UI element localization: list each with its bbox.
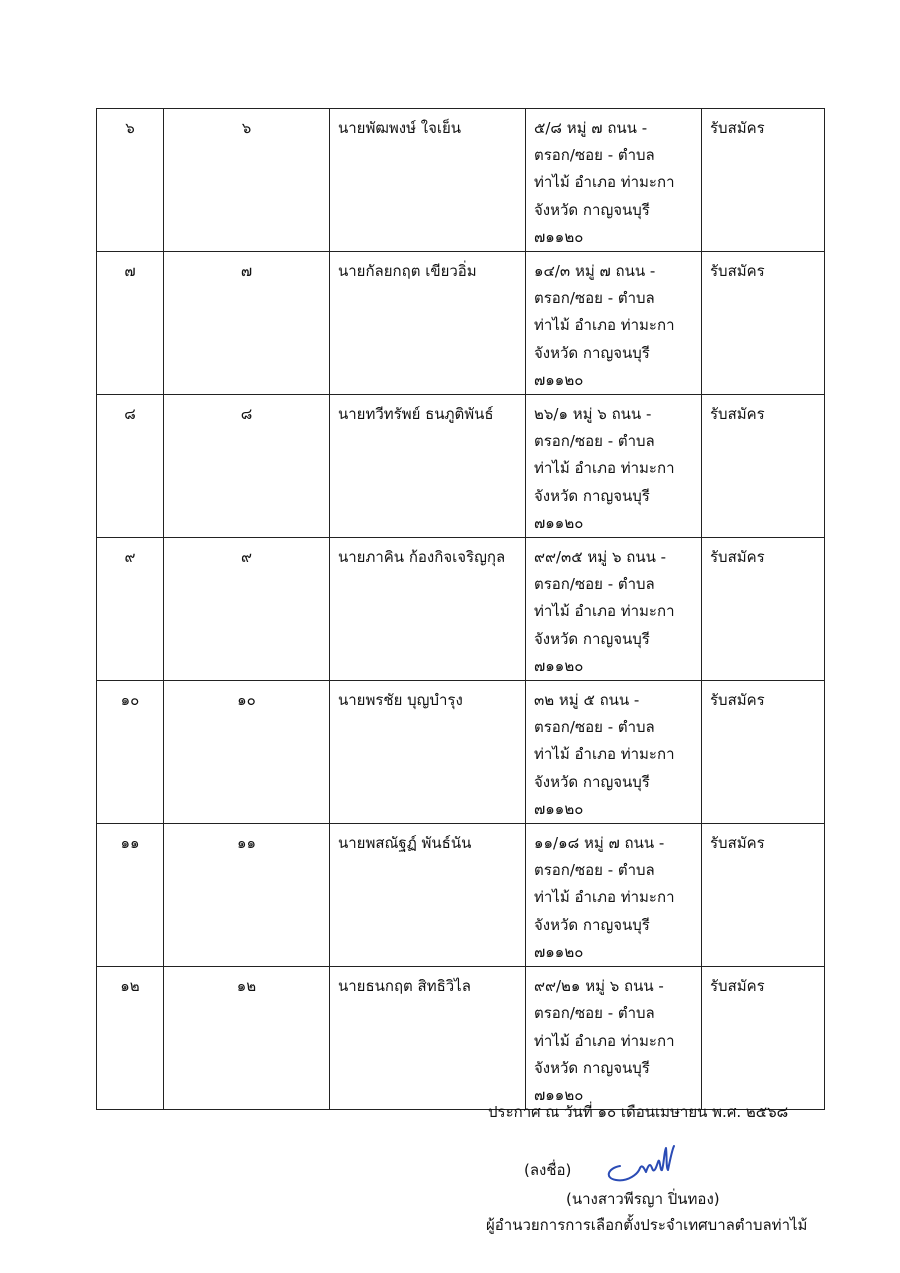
- address-line: ๗๑๑๒๐: [534, 656, 584, 675]
- signer-name: (นางสาวพีรญา ปิ่นทอง): [566, 1190, 720, 1208]
- table-row: [97, 395, 825, 538]
- candidate-number: ๙: [164, 538, 330, 681]
- address-line: ท่าไม้ อำเภอ ท่ามะกา: [534, 888, 675, 907]
- row-order-number: ๖: [97, 109, 164, 252]
- row-order-number: ๑๑: [97, 824, 164, 967]
- application-status: รับสมัคร: [702, 681, 825, 824]
- candidate-table: [96, 108, 825, 1110]
- application-status: รับสมัคร: [702, 967, 825, 1110]
- application-status: รับสมัคร: [702, 395, 825, 538]
- address-line: ตรอก/ซอย - ตำบล: [534, 289, 655, 308]
- address-line: ท่าไม้ อำเภอ ท่ามะกา: [534, 745, 675, 764]
- application-status: รับสมัคร: [702, 538, 825, 681]
- address-line: ๕/๘ หมู่ ๗ ถนน -: [534, 119, 648, 137]
- candidate-number: ๑๐: [164, 681, 330, 824]
- candidate-name: นายทวีทรัพย์ ธนภูติพันธ์: [330, 395, 526, 538]
- address-line: จังหวัด กาญจนบุรี: [534, 343, 650, 362]
- address-line: ท่าไม้ อำเภอ ท่ามะกา: [534, 602, 675, 621]
- signature-label: (ลงชื่อ): [524, 1161, 572, 1179]
- table-row: [97, 967, 825, 1110]
- address-line: ตรอก/ซอย - ตำบล: [534, 1004, 655, 1023]
- table-row: [97, 538, 825, 681]
- address-line: ๗๑๑๒๐: [534, 942, 584, 961]
- address-line: ๑๔/๓ หมู่ ๗ ถนน -: [534, 262, 656, 281]
- address-line: ตรอก/ซอย - ตำบล: [534, 718, 655, 737]
- candidate-number: ๑๑: [164, 824, 330, 967]
- candidate-address: [526, 395, 702, 538]
- candidate-number: ๖: [164, 109, 330, 252]
- candidate-address: [526, 824, 702, 967]
- application-status: รับสมัคร: [702, 109, 825, 252]
- address-line: ๗๑๑๒๐: [534, 370, 584, 389]
- candidate-name: นายพัฒพงษ์ ใจเย็น: [330, 109, 526, 252]
- announcement-date: ประกาศ ณ วันที่ ๑๐ เดือนเมษายน พ.ศ. ๒๕๖๘: [488, 1103, 789, 1121]
- row-order-number: ๑๐: [97, 681, 164, 824]
- address-line: จังหวัด กาญจนบุรี: [534, 629, 650, 648]
- address-line: ๗๑๑๒๐: [534, 1085, 584, 1104]
- application-status: รับสมัคร: [702, 252, 825, 395]
- candidate-name: นายพสณัฐฏ์ พันธ์นัน: [330, 824, 526, 967]
- row-order-number: ๗: [97, 252, 164, 395]
- candidate-address: [526, 967, 702, 1110]
- address-line: จังหวัด กาญจนบุรี: [534, 1058, 650, 1077]
- address-line: ๗๑๑๒๐: [534, 799, 584, 818]
- candidate-number: ๑๒: [164, 967, 330, 1110]
- address-line: ตรอก/ซอย - ตำบล: [534, 146, 655, 165]
- address-line: ท่าไม้ อำเภอ ท่ามะกา: [534, 459, 675, 478]
- address-line: ท่าไม้ อำเภอ ท่ามะกา: [534, 1031, 675, 1050]
- row-order-number: ๙: [97, 538, 164, 681]
- candidate-address: [526, 252, 702, 395]
- table-row: [97, 681, 825, 824]
- address-line: ตรอก/ซอย - ตำบล: [534, 432, 655, 451]
- candidate-name: นายภาคิน ก้องกิจเจริญกุล: [330, 538, 526, 681]
- candidate-name: นายพรชัย บุญบำรุง: [330, 681, 526, 824]
- candidate-table-body: [97, 109, 825, 1110]
- address-line: จังหวัด กาญจนบุรี: [534, 772, 650, 791]
- address-line: ท่าไม้ อำเภอ ท่ามะกา: [534, 173, 675, 192]
- candidate-number: ๘: [164, 395, 330, 538]
- address-line: ตรอก/ซอย - ตำบล: [534, 575, 655, 594]
- table-row: [97, 252, 825, 395]
- table-row: [97, 824, 825, 967]
- address-line: ตรอก/ซอย - ตำบล: [534, 861, 655, 880]
- candidate-address: [526, 109, 702, 252]
- address-line: จังหวัด กาญจนบุรี: [534, 915, 650, 934]
- candidate-name: นายกัลยกฤต เขียวอิ่ม: [330, 252, 526, 395]
- address-line: ๒๖/๑ หมู่ ๖ ถนน -: [534, 405, 652, 424]
- address-line: ๑๑/๑๘ หมู่ ๗ ถนน -: [534, 834, 665, 853]
- candidate-number: ๗: [164, 252, 330, 395]
- address-line: ๙๙/๓๕ หมู่ ๖ ถนน -: [534, 548, 667, 567]
- address-line: ๗๑๑๒๐: [534, 513, 584, 532]
- address-line: จังหวัด กาญจนบุรี: [534, 486, 650, 505]
- address-line: ๙๙/๒๑ หมู่ ๖ ถนน -: [534, 977, 664, 996]
- candidate-address: [526, 681, 702, 824]
- signer-position: ผู้อำนวยการการเลือกตั้งประจำเทศบาลตำบลท่าไม้: [486, 1216, 808, 1234]
- row-order-number: ๑๒: [97, 967, 164, 1110]
- address-line: จังหวัด กาญจนบุรี: [534, 200, 650, 219]
- address-line: ๓๒ หมู่ ๕ ถนน -: [534, 691, 640, 710]
- row-order-number: ๘: [97, 395, 164, 538]
- table-row: [97, 109, 825, 252]
- candidate-name: นายธนกฤต สิทธิวิไล: [330, 967, 526, 1110]
- address-line: ท่าไม้ อำเภอ ท่ามะกา: [534, 316, 675, 335]
- address-line: ๗๑๑๒๐: [534, 227, 584, 246]
- candidate-address: [526, 538, 702, 681]
- application-status: รับสมัคร: [702, 824, 825, 967]
- signature-image: [598, 1138, 690, 1186]
